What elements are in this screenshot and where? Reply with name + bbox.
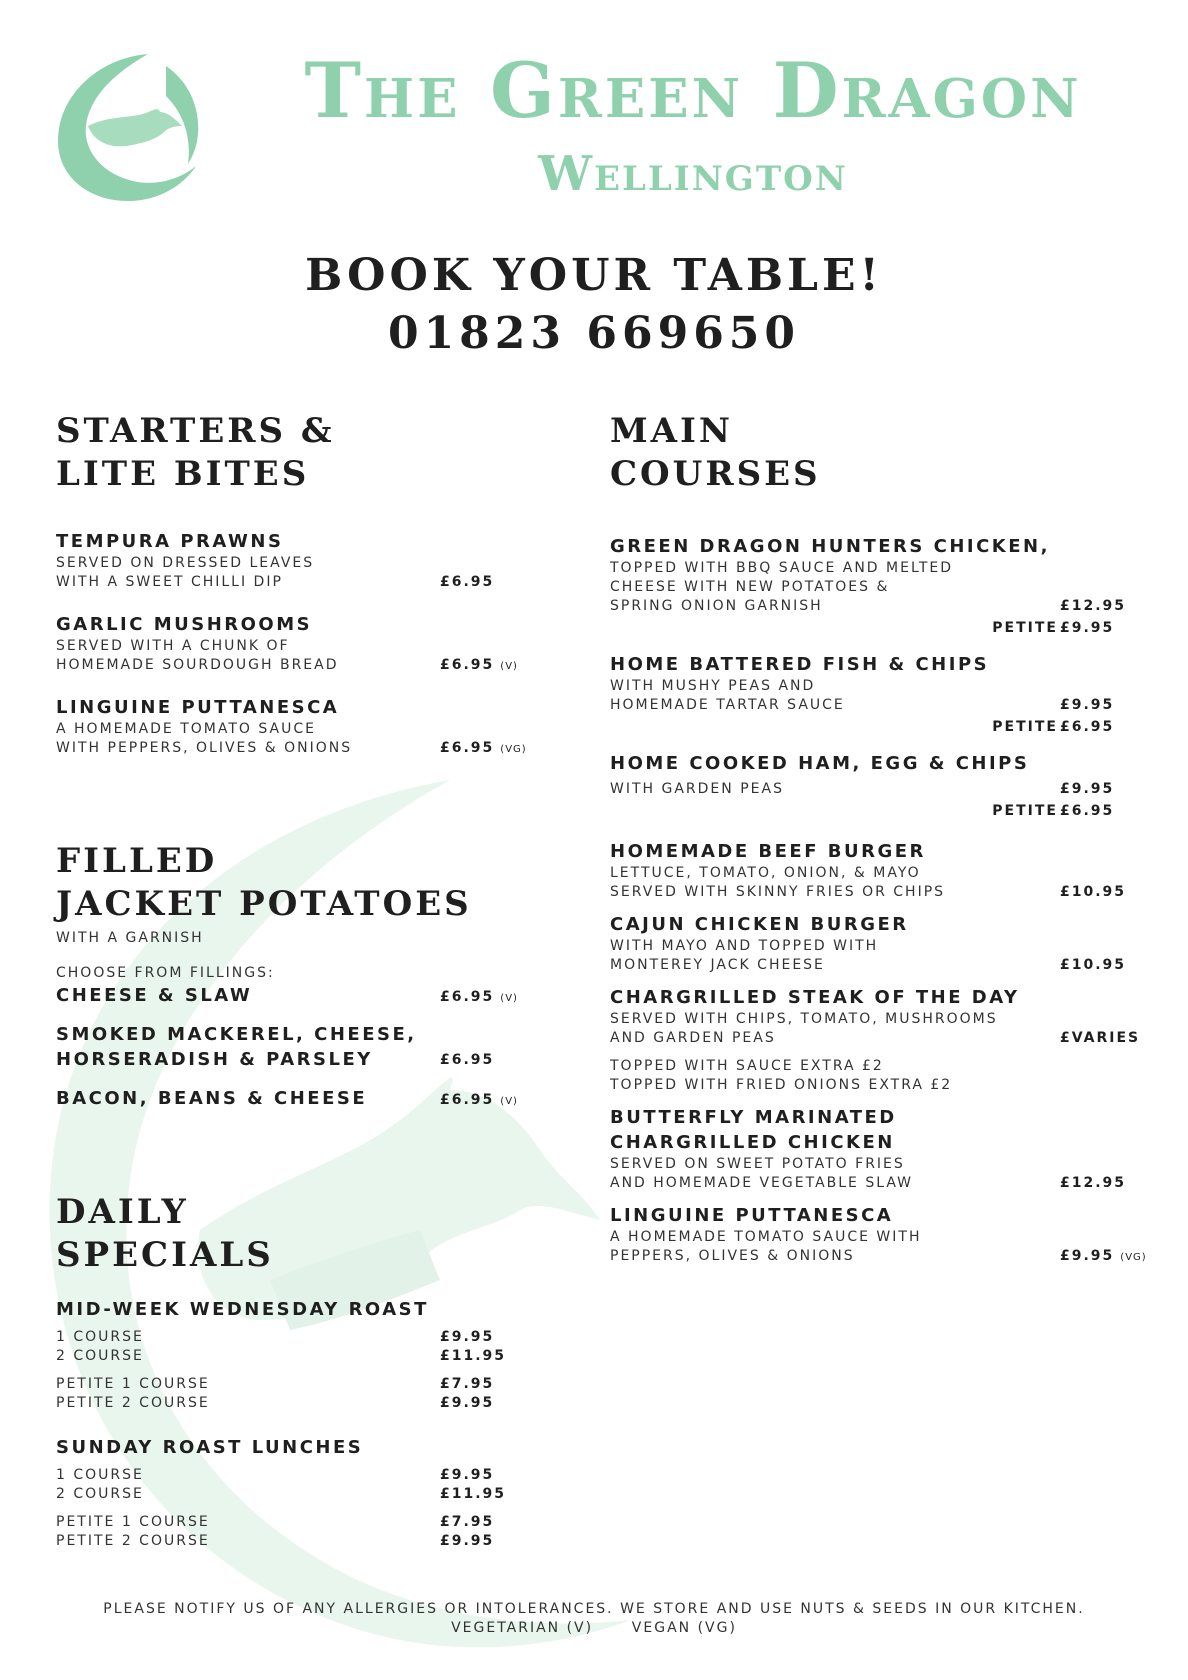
item-price: £9.95	[1060, 781, 1115, 797]
item-description: WITH MAYO AND TOPPED WITH MONTEREY JACK CHEESE	[610, 938, 879, 973]
menu-item	[610, 751, 1150, 823]
item-price: £9.95 (VG)	[1060, 1248, 1147, 1264]
item-price: £6.95 (V)	[440, 1092, 518, 1108]
diet-tag: (VG)	[500, 744, 527, 755]
item-name: GARLIC MUSHROOMS	[56, 614, 313, 635]
left-column	[56, 410, 536, 1551]
item-price: £10.95	[1060, 884, 1127, 900]
mains-heading: MAIN COURSES	[610, 411, 821, 494]
item-price: £9.95	[1060, 697, 1115, 713]
price-row: PETITE 1 COURSE £7.95	[56, 1514, 495, 1530]
item-name: CHEESE & SLAW	[56, 985, 253, 1006]
menu-item	[610, 1105, 1150, 1193]
item-description: SERVED WITH A CHUNK OF HOMEMADE SOURDOUGH BREAD	[56, 638, 339, 673]
dragon-emblem-icon	[48, 46, 208, 206]
item-extras: TOPPED WITH SAUCE EXTRA £2 TOPPED WITH FRIED ONIONS EXTRA £2	[610, 1058, 953, 1093]
item-description: SERVED ON DRESSED LEAVES WITH A SWEET CHILLI DIP	[56, 555, 315, 590]
item-name: HOMEMADE BEEF BURGER	[610, 841, 926, 862]
item-description: A HOMEMADE TOMATO SAUCE WITH PEPPERS, OLIVES & ONIONS	[610, 1229, 922, 1264]
item-name: SMOKED MACKEREL, CHEESE, HORSERADISH & PARSLEY	[56, 1024, 417, 1070]
item-description: LETTUCE, TOMATO, ONION, & MAYO SERVED WITH SKINNY FRIES OR CHIPS	[610, 865, 946, 900]
menu-item	[56, 983, 536, 1008]
petite-row: PETITE £6.95	[992, 719, 1115, 735]
price-row: 1 COURSE £9.95	[56, 1467, 495, 1483]
jackets-choose: CHOOSE FROM FILLINGS:	[56, 965, 275, 981]
item-price: £6.95	[440, 574, 495, 590]
item-name: TEMPURA PRAWNS	[56, 531, 284, 552]
allergy-footer	[0, 1600, 1188, 1638]
item-price: £6.95 (VG)	[440, 740, 527, 756]
specials-heading: DAILY SPECIALS	[56, 1192, 274, 1275]
item-name: HOME BATTERED FISH & CHIPS	[610, 654, 990, 675]
item-price: £6.95 (V)	[440, 657, 518, 673]
special-group	[56, 1299, 536, 1413]
item-name: BACON, BEANS & CHEESE	[56, 1088, 368, 1109]
right-column	[610, 410, 1150, 1266]
item-name: LINGUINE PUTTANESCA	[610, 1205, 894, 1226]
menu-item	[56, 695, 536, 758]
menu-item	[610, 985, 1150, 1095]
item-price: £6.95 (V)	[440, 989, 518, 1005]
book-table-heading: BOOK YOUR TABLE!	[305, 250, 883, 301]
price-row: PETITE 1 COURSE £7.95	[56, 1376, 495, 1392]
special-title: MID-WEEK WEDNESDAY ROAST	[56, 1299, 429, 1320]
item-price: £10.95	[1060, 957, 1127, 973]
item-description: WITH MUSHY PEAS AND HOMEMADE TARTAR SAUCE	[610, 678, 845, 713]
menu-item	[56, 1022, 536, 1072]
phone-number[interactable]: 01823 669650	[387, 308, 801, 359]
diet-tag: (V)	[500, 993, 518, 1004]
menu-item	[610, 1203, 1150, 1266]
diet-legend: VEGETARIAN (V) VEGAN (VG)	[451, 1620, 737, 1636]
item-price: £12.95	[1060, 1175, 1127, 1191]
special-title: SUNDAY ROAST LUNCHES	[56, 1437, 364, 1458]
diet-tag: (VG)	[1120, 1252, 1147, 1263]
diet-tag: (V)	[500, 661, 518, 672]
item-description: WITH GARDEN PEAS	[610, 781, 784, 797]
item-name: BUTTERFLY MARINATED CHARGRILLED CHICKEN	[610, 1107, 897, 1153]
menu-item	[610, 652, 1150, 739]
jackets-note: WITH A GARNISH	[56, 930, 204, 946]
menu-item	[610, 839, 1150, 902]
petite-price: £6.95	[1060, 803, 1115, 819]
item-name: CAJUN CHICKEN BURGER	[610, 914, 909, 935]
item-description: A HOMEMADE TOMATO SAUCE WITH PEPPERS, OLIVES & ONIONS	[56, 721, 353, 756]
special-group	[56, 1437, 536, 1551]
item-name: HOME COOKED HAM, EGG & CHIPS	[610, 753, 1030, 774]
brand-title: The Green Dragon	[304, 46, 1082, 135]
menu-item	[56, 612, 536, 675]
petite-row: PETITE £6.95	[992, 803, 1115, 819]
item-price: £6.95	[440, 1052, 495, 1068]
menu-item	[610, 912, 1150, 975]
price-row: 2 COURSE £11.95	[56, 1486, 507, 1502]
diet-tag: (V)	[500, 1096, 518, 1107]
item-price: £VARIES	[1060, 1030, 1141, 1046]
item-description: SERVED ON SWEET POTATO FRIES AND HOMEMADE VEGETABLE SLAW	[610, 1156, 914, 1191]
allergy-note: PLEASE NOTIFY US OF ANY ALLERGIES OR INTOLERANCES. WE STORE AND USE NUTS & SEEDS IN OUR KITCHEN.	[103, 1601, 1085, 1617]
petite-price: £6.95	[1060, 719, 1115, 735]
petite-row: PETITE £9.95	[992, 620, 1115, 636]
jackets-heading: FILLED JACKET POTATOES	[56, 841, 472, 924]
menu-item	[56, 529, 536, 592]
menu-item	[56, 1086, 536, 1111]
brand-subtitle: Wellington	[538, 146, 848, 202]
item-price: £12.95	[1060, 598, 1127, 614]
petite-price: £9.95	[1060, 620, 1115, 636]
item-description: TOPPED WITH BBQ SAUCE AND MELTED CHEESE WITH NEW POTATOES & SPRING ONION GARNISH	[610, 560, 954, 614]
item-name: GREEN DRAGON HUNTERS CHICKEN,	[610, 536, 1050, 557]
price-row: PETITE 2 COURSE £9.95	[56, 1533, 495, 1549]
price-row: 1 COURSE £9.95	[56, 1329, 495, 1345]
price-row: PETITE 2 COURSE £9.95	[56, 1395, 495, 1411]
item-name: CHARGRILLED STEAK OF THE DAY	[610, 987, 1020, 1008]
starters-heading: STARTERS & LITE BITES	[56, 411, 335, 494]
item-name: LINGUINE PUTTANESCA	[56, 697, 340, 718]
item-description: SERVED WITH CHIPS, TOMATO, MUSHROOMS AND GARDEN PEAS	[610, 1011, 998, 1046]
price-row: 2 COURSE £11.95	[56, 1348, 507, 1364]
menu-item	[610, 534, 1150, 640]
